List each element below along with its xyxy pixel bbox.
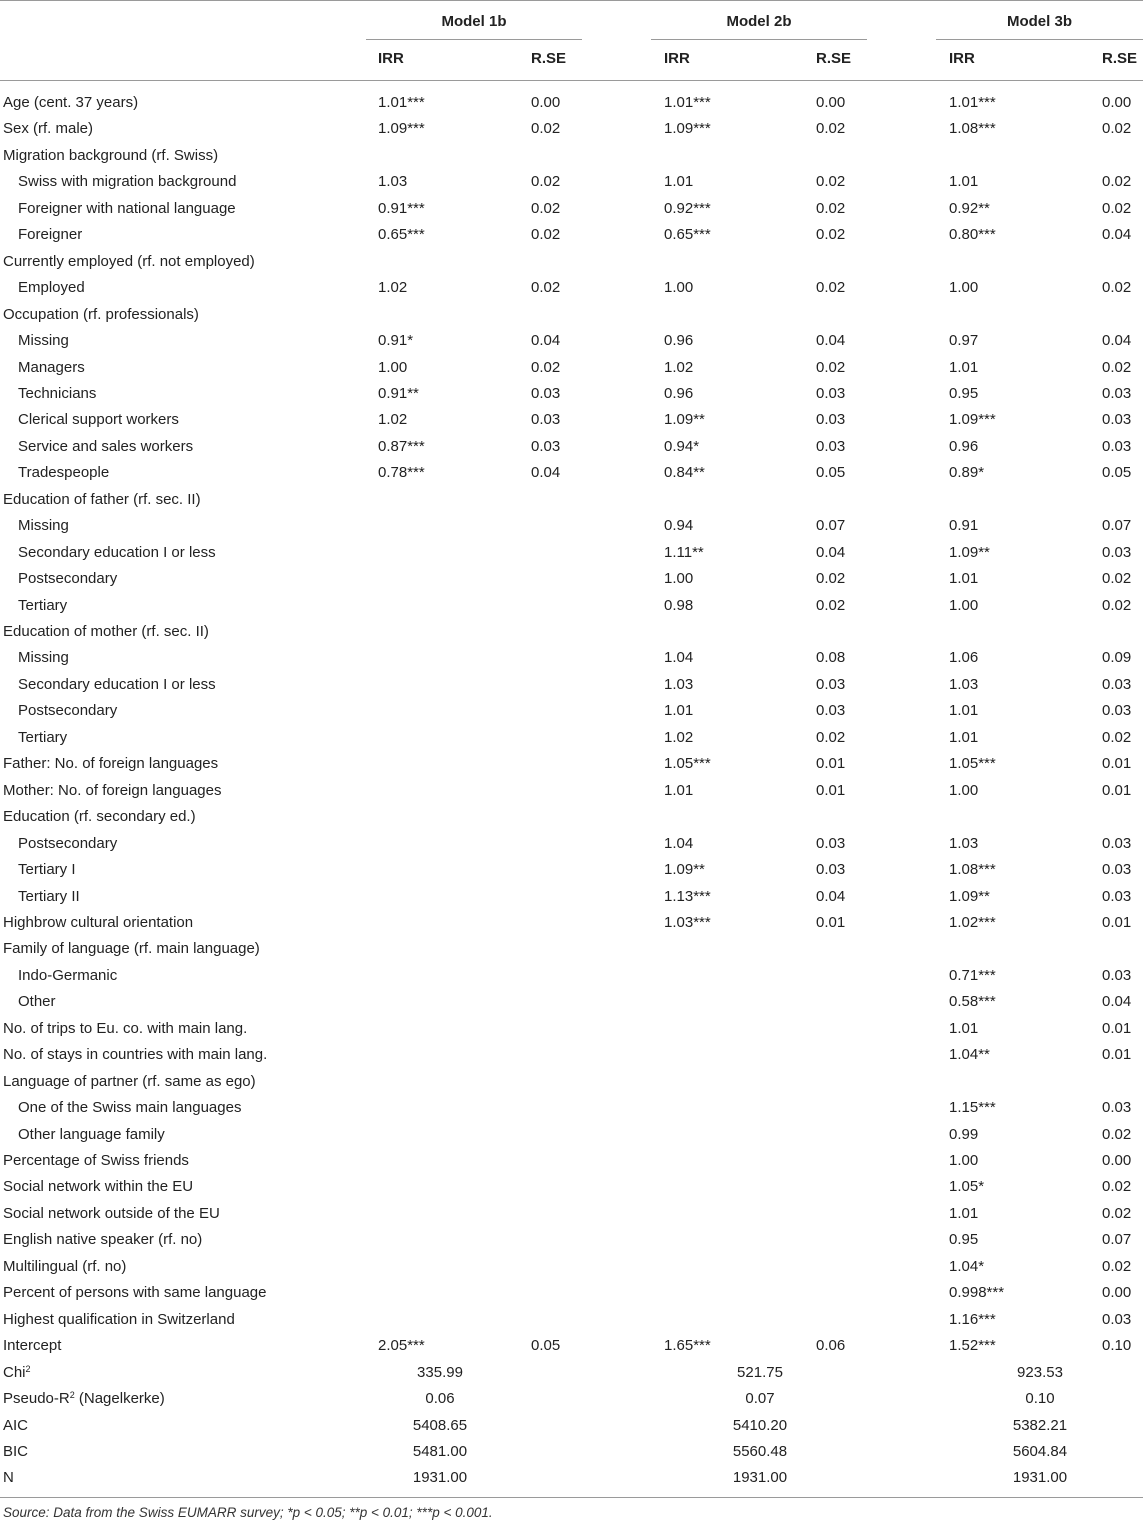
irr-value: 1.03*** <box>664 914 711 931</box>
irr-value: 0.58*** <box>949 993 996 1010</box>
irr-value: 0.96 <box>664 385 694 402</box>
rse-value: 0.07 <box>1102 517 1132 534</box>
irr-value: 1.04* <box>949 1258 985 1275</box>
row-label: Tradespeople <box>18 464 110 481</box>
stat-value: 5560.48 <box>732 1443 788 1460</box>
irr-value: 0.80*** <box>949 226 996 243</box>
irr-value: 0.92** <box>949 200 990 217</box>
rse-value: 0.03 <box>1102 835 1132 852</box>
row-label: Secondary education I or less <box>18 676 216 693</box>
row-label: Highest qualification in Switzerland <box>3 1311 235 1328</box>
rse-value: 0.09 <box>1102 649 1132 666</box>
rse-value: 0.02 <box>1102 729 1132 746</box>
irr-value: 1.09** <box>949 888 990 905</box>
stat-value: 5408.65 <box>412 1417 468 1434</box>
irr-value: 0.91* <box>378 332 414 349</box>
row-label: Language of partner (rf. same as ego) <box>3 1073 256 1090</box>
irr-value: 0.91*** <box>378 200 425 217</box>
rse-value: 0.02 <box>1102 1126 1132 1143</box>
irr-value: 0.91** <box>378 385 419 402</box>
irr-value: 1.00 <box>664 570 694 587</box>
irr-value: 1.09*** <box>949 411 996 428</box>
model-header: Model 1b <box>441 13 507 30</box>
rse-value: 0.02 <box>816 597 846 614</box>
row-label: Postsecondary <box>18 835 118 852</box>
irr-value: 1.16*** <box>949 1311 996 1328</box>
irr-value: 1.01*** <box>378 94 425 111</box>
rse-value: 0.04 <box>816 332 846 349</box>
irr-value: 0.95 <box>949 385 979 402</box>
stat-label-text: AIC <box>3 1417 29 1434</box>
irr-value: 1.05*** <box>949 755 996 772</box>
row-label: Clerical support workers <box>18 411 179 428</box>
model-header: Model 2b <box>726 13 792 30</box>
rse-value: 0.07 <box>816 517 846 534</box>
rse-value: 0.01 <box>816 914 846 931</box>
irr-value: 1.03 <box>664 676 694 693</box>
irr-value: 0.96 <box>664 332 694 349</box>
table-footnote: Source: Data from the Swiss EUMARR survey; *p < 0.05; **p < 0.01; ***p < 0.001. <box>3 1505 493 1520</box>
rse-value: 0.03 <box>1102 411 1132 428</box>
irr-value: 1.01 <box>949 173 979 190</box>
rse-value: 0.02 <box>1102 1205 1132 1222</box>
rse-value: 0.03 <box>1102 385 1132 402</box>
rse-value: 0.01 <box>1102 755 1132 772</box>
rse-header: R.SE <box>1102 50 1138 67</box>
irr-value: 1.01 <box>664 173 694 190</box>
irr-value: 1.01 <box>949 729 979 746</box>
row-label: Occupation (rf. professionals) <box>3 306 199 323</box>
rse-value: 0.02 <box>531 226 561 243</box>
rse-value: 0.02 <box>1102 597 1132 614</box>
model-2b-underline <box>651 39 867 40</box>
row-label: Missing <box>18 332 69 349</box>
irr-value: 1.00 <box>949 782 979 799</box>
irr-value: 1.00 <box>664 279 694 296</box>
rse-value: 0.02 <box>1102 1258 1132 1275</box>
stat-value: 0.10 <box>1025 1390 1055 1407</box>
stat-label-text: Pseudo-R <box>3 1390 70 1407</box>
irr-value: 0.96 <box>949 438 979 455</box>
row-label: Currently employed (rf. not employed) <box>3 253 255 270</box>
irr-value: 1.02 <box>378 411 408 428</box>
rse-value: 0.03 <box>816 676 846 693</box>
irr-value: 0.95 <box>949 1231 979 1248</box>
irr-value: 0.98 <box>664 597 694 614</box>
rse-value: 0.00 <box>816 94 846 111</box>
stat-label-superscript: 2 <box>69 1390 75 1400</box>
irr-value: 0.78*** <box>378 464 425 481</box>
stat-label-text: N <box>3 1469 14 1486</box>
irr-value: 1.06 <box>949 649 979 666</box>
irr-value: 1.01 <box>949 702 979 719</box>
irr-value: 1.03 <box>378 173 408 190</box>
rse-value: 0.07 <box>1102 1231 1132 1248</box>
model-3b-underline <box>936 39 1143 40</box>
rse-value: 0.03 <box>1102 544 1132 561</box>
rse-value: 0.02 <box>1102 173 1132 190</box>
rse-value: 0.01 <box>816 782 846 799</box>
rse-value: 0.03 <box>1102 888 1132 905</box>
rse-value: 0.03 <box>816 835 846 852</box>
irr-value: 1.02*** <box>949 914 996 931</box>
row-label: Father: No. of foreign languages <box>3 755 219 772</box>
irr-value: 1.02 <box>664 729 694 746</box>
irr-value: 1.03 <box>949 835 979 852</box>
row-label: Percent of persons with same language <box>3 1284 267 1301</box>
irr-value: 0.998*** <box>949 1284 1005 1301</box>
rse-value: 0.02 <box>1102 200 1132 217</box>
rse-header: R.SE <box>816 50 852 67</box>
rse-value: 0.01 <box>1102 914 1132 931</box>
row-label: No. of stays in countries with main lang. <box>3 1046 268 1063</box>
stat-value: 0.07 <box>745 1390 775 1407</box>
rse-value: 0.00 <box>531 94 561 111</box>
rse-value: 0.02 <box>531 120 561 137</box>
bottom-rule <box>0 1497 1143 1498</box>
row-label: Age (cent. 37 years) <box>3 94 139 111</box>
row-label: Sex (rf. male) <box>3 120 94 137</box>
rse-value: 0.03 <box>816 861 846 878</box>
rse-value: 0.04 <box>1102 332 1132 349</box>
irr-value: 1.13*** <box>664 888 711 905</box>
irr-value: 0.89* <box>949 464 985 481</box>
stat-value: 5604.84 <box>1012 1443 1068 1460</box>
irr-value: 1.00 <box>378 359 408 376</box>
rse-value: 0.02 <box>816 200 846 217</box>
rse-value: 0.03 <box>816 385 846 402</box>
rse-value: 0.04 <box>816 544 846 561</box>
irr-value: 0.99 <box>949 1126 979 1143</box>
irr-value: 1.01 <box>949 1020 979 1037</box>
row-label: One of the Swiss main languages <box>18 1099 242 1116</box>
rse-value: 0.03 <box>1102 967 1132 984</box>
stat-value: 1931.00 <box>732 1469 788 1486</box>
irr-value: 1.65*** <box>664 1337 711 1354</box>
rse-value: 0.00 <box>1102 94 1132 111</box>
rse-value: 0.10 <box>1102 1337 1132 1354</box>
rse-value: 0.02 <box>531 279 561 296</box>
rse-value: 0.03 <box>531 411 561 428</box>
irr-value: 0.92*** <box>664 200 711 217</box>
irr-value: 1.01 <box>949 359 979 376</box>
rse-value: 0.04 <box>816 888 846 905</box>
rse-value: 0.02 <box>531 359 561 376</box>
rse-value: 0.02 <box>531 200 561 217</box>
stat-label <box>3 1364 31 1382</box>
row-label: Family of language (rf. main language) <box>3 940 260 957</box>
row-label: Missing <box>18 517 69 534</box>
rse-value: 0.02 <box>1102 279 1132 296</box>
irr-value: 1.09** <box>664 861 705 878</box>
irr-value: 1.00 <box>949 279 979 296</box>
irr-value: 1.05* <box>949 1178 985 1195</box>
row-label: Migration background (rf. Swiss) <box>3 147 219 164</box>
rse-value: 0.02 <box>531 173 561 190</box>
rse-value: 0.03 <box>816 438 846 455</box>
rse-value: 0.03 <box>1102 1099 1132 1116</box>
stat-value: 1931.00 <box>412 1469 468 1486</box>
rse-value: 0.08 <box>816 649 846 666</box>
stat-value: 335.99 <box>417 1364 463 1381</box>
row-label: Missing <box>18 649 69 666</box>
irr-value: 0.94 <box>664 517 694 534</box>
rse-value: 0.02 <box>1102 570 1132 587</box>
irr-value: 1.01 <box>664 702 694 719</box>
stat-label-superscript: 2 <box>25 1364 31 1374</box>
rse-value: 0.02 <box>816 120 846 137</box>
rse-value: 0.01 <box>816 755 846 772</box>
irr-value: 0.91 <box>949 517 979 534</box>
row-label: Managers <box>18 359 85 376</box>
rse-value: 0.04 <box>1102 226 1132 243</box>
irr-value: 1.08*** <box>949 120 996 137</box>
irr-value: 1.04** <box>949 1046 990 1063</box>
rse-value: 0.02 <box>816 570 846 587</box>
row-label: No. of trips to Eu. co. with main lang. <box>3 1020 248 1037</box>
stat-label-text: Chi <box>3 1364 26 1381</box>
rse-value: 0.05 <box>531 1337 561 1354</box>
irr-value: 0.71*** <box>949 967 996 984</box>
rse-value: 0.02 <box>1102 120 1132 137</box>
row-label: Intercept <box>3 1337 62 1354</box>
rse-value: 0.03 <box>531 385 561 402</box>
irr-value: 1.05*** <box>664 755 711 772</box>
irr-value: 0.97 <box>949 332 979 349</box>
row-label: Foreigner <box>18 226 83 243</box>
stat-label <box>3 1417 28 1435</box>
rse-value: 0.03 <box>1102 861 1132 878</box>
stat-value: 0.06 <box>425 1390 455 1407</box>
row-label: Tertiary <box>18 729 68 746</box>
irr-header: IRR <box>664 50 690 67</box>
irr-value: 1.04 <box>664 835 694 852</box>
irr-value: 1.00 <box>949 1152 979 1169</box>
rse-value: 0.03 <box>1102 438 1132 455</box>
irr-value: 1.09*** <box>664 120 711 137</box>
row-label: Multilingual (rf. no) <box>3 1258 127 1275</box>
rse-value: 0.03 <box>1102 702 1132 719</box>
irr-value: 1.01 <box>949 1205 979 1222</box>
stat-label-suffix: (Nagelkerke) <box>74 1390 165 1407</box>
irr-value: 1.02 <box>664 359 694 376</box>
row-label: Tertiary II <box>18 888 80 905</box>
rse-value: 0.03 <box>816 411 846 428</box>
row-label: Social network within the EU <box>3 1178 194 1195</box>
rse-value: 0.03 <box>531 438 561 455</box>
irr-value: 1.09*** <box>378 120 425 137</box>
irr-value: 1.01 <box>664 782 694 799</box>
irr-value: 1.04 <box>664 649 694 666</box>
rse-value: 0.02 <box>816 359 846 376</box>
irr-value: 1.02 <box>378 279 408 296</box>
rse-value: 0.01 <box>1102 782 1132 799</box>
row-label: Education of mother (rf. sec. II) <box>3 623 209 640</box>
irr-header: IRR <box>378 50 404 67</box>
rse-value: 0.03 <box>1102 1311 1132 1328</box>
row-label: Technicians <box>18 385 97 402</box>
row-label: Tertiary <box>18 597 68 614</box>
irr-value: 1.52*** <box>949 1337 996 1354</box>
irr-header: IRR <box>949 50 975 67</box>
stat-label-text: BIC <box>3 1443 29 1460</box>
irr-value: 0.94* <box>664 438 700 455</box>
irr-value: 0.87*** <box>378 438 425 455</box>
top-rule <box>0 0 1143 1</box>
rse-value: 0.04 <box>1102 993 1132 1010</box>
row-label: English native speaker (rf. no) <box>3 1231 203 1248</box>
stat-label <box>3 1443 28 1461</box>
model-1b-underline <box>366 39 582 40</box>
row-label: Mother: No. of foreign languages <box>3 782 222 799</box>
rse-value: 0.05 <box>1102 464 1132 481</box>
row-label: Swiss with migration background <box>18 173 237 190</box>
irr-value: 1.09** <box>664 411 705 428</box>
irr-value: 0.65*** <box>378 226 425 243</box>
stat-value: 5481.00 <box>412 1443 468 1460</box>
stat-value: 521.75 <box>737 1364 783 1381</box>
row-label: Tertiary I <box>18 861 76 878</box>
irr-value: 0.65*** <box>664 226 711 243</box>
row-label: Employed <box>18 279 85 296</box>
row-label: Other <box>18 993 56 1010</box>
stat-label <box>3 1390 165 1408</box>
irr-value: 1.01 <box>949 570 979 587</box>
row-label: Foreigner with national language <box>18 200 236 217</box>
rse-value: 0.06 <box>816 1337 846 1354</box>
rse-value: 0.02 <box>816 279 846 296</box>
stat-value: 5410.20 <box>732 1417 788 1434</box>
row-label: Education (rf. secondary ed.) <box>3 808 196 825</box>
rse-value: 0.03 <box>816 702 846 719</box>
header-rule <box>0 80 1143 81</box>
rse-value: 0.03 <box>1102 676 1132 693</box>
row-label: Postsecondary <box>18 570 118 587</box>
irr-value: 1.03 <box>949 676 979 693</box>
stat-value: 5382.21 <box>1012 1417 1068 1434</box>
stat-value: 1931.00 <box>1012 1469 1068 1486</box>
rse-value: 0.02 <box>816 226 846 243</box>
irr-value: 1.15*** <box>949 1099 996 1116</box>
irr-value: 1.09** <box>949 544 990 561</box>
rse-value: 0.02 <box>816 173 846 190</box>
stat-label <box>3 1469 14 1487</box>
irr-value: 1.00 <box>949 597 979 614</box>
rse-value: 0.04 <box>531 332 561 349</box>
row-label: Percentage of Swiss friends <box>3 1152 189 1169</box>
row-label: Social network outside of the EU <box>3 1205 220 1222</box>
irr-value: 1.08*** <box>949 861 996 878</box>
rse-value: 0.01 <box>1102 1020 1132 1037</box>
stat-value: 923.53 <box>1017 1364 1063 1381</box>
irr-value: 1.01*** <box>664 94 711 111</box>
rse-value: 0.01 <box>1102 1046 1132 1063</box>
model-header: Model 3b <box>1006 13 1072 30</box>
irr-value: 1.11** <box>664 544 704 561</box>
row-label: Highbrow cultural orientation <box>3 914 194 931</box>
row-label: Service and sales workers <box>18 438 194 455</box>
rse-value: 0.02 <box>1102 1178 1132 1195</box>
row-label: Postsecondary <box>18 702 118 719</box>
rse-value: 0.00 <box>1102 1284 1132 1301</box>
row-label: Education of father (rf. sec. II) <box>3 491 201 508</box>
irr-value: 1.01*** <box>949 94 996 111</box>
rse-value: 0.02 <box>816 729 846 746</box>
irr-value: 2.05*** <box>378 1337 425 1354</box>
rse-header: R.SE <box>531 50 567 67</box>
row-label: Secondary education I or less <box>18 544 216 561</box>
row-label: Other language family <box>18 1126 165 1143</box>
rse-value: 0.05 <box>816 464 846 481</box>
irr-value: 0.84** <box>664 464 705 481</box>
rse-value: 0.02 <box>1102 359 1132 376</box>
row-label: Indo-Germanic <box>18 967 118 984</box>
rse-value: 0.00 <box>1102 1152 1132 1169</box>
rse-value: 0.04 <box>531 464 561 481</box>
